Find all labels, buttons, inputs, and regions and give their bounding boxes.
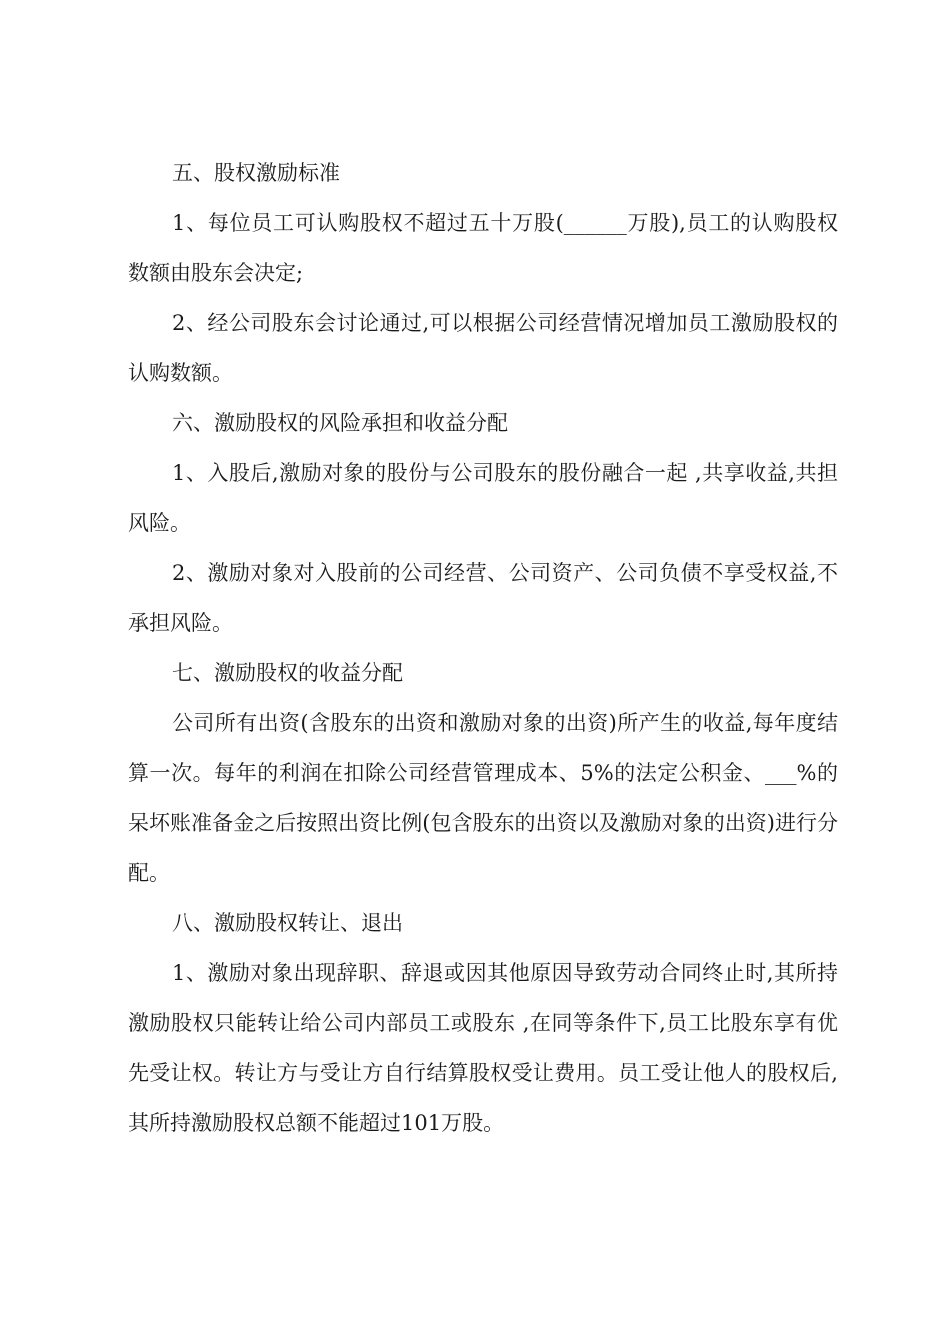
paragraph-5-1: 1、每位员工可认购股权不超过五十万股(______万股),员工的认购股权数额由股东会决定; — [128, 211, 838, 285]
section-heading-8: 八、激励股权转让、退出 — [172, 911, 403, 935]
section-heading-5: 五、股权激励标准 — [172, 161, 340, 185]
section-heading-6: 六、激励股权的风险承担和收益分配 — [172, 411, 508, 435]
paragraph-6-2: 2、激励对象对入股前的公司经营、公司资产、公司负债不享受权益,不承担风险。 — [128, 561, 838, 635]
section-heading-7: 七、激励股权的收益分配 — [172, 661, 403, 685]
paragraph-7-1: 公司所有出资(含股东的出资和激励对象的出资)所产生的收益,每年度结算一次。每年的利润在扣除公司经营管理成本、5%的法定公积金、___%的呆坏账准备金之后按照出资比例(包含股东的出资以及激励对象的出资)进行分配。 — [128, 711, 838, 885]
paragraph-6-1: 1、入股后,激励对象的股份与公司股东的股份融合一起 ,共享收益,共担风险。 — [128, 461, 838, 535]
paragraph-5-2: 2、经公司股东会讨论通过,可以根据公司经营情况增加员工激励股权的认购数额。 — [128, 311, 838, 385]
document-body — [128, 148, 838, 1148]
paragraph-8-1: 1、激励对象出现辞职、辞退或因其他原因导致劳动合同终止时,其所持激励股权只能转让给公司内部员工或股东 ,在同等条件下,员工比股东享有优先受让权。转让方与受让方自行结算股权受让费用。员工受让他人的股权后,其所持激励股权总额不能超过101万股。 — [128, 961, 838, 1135]
